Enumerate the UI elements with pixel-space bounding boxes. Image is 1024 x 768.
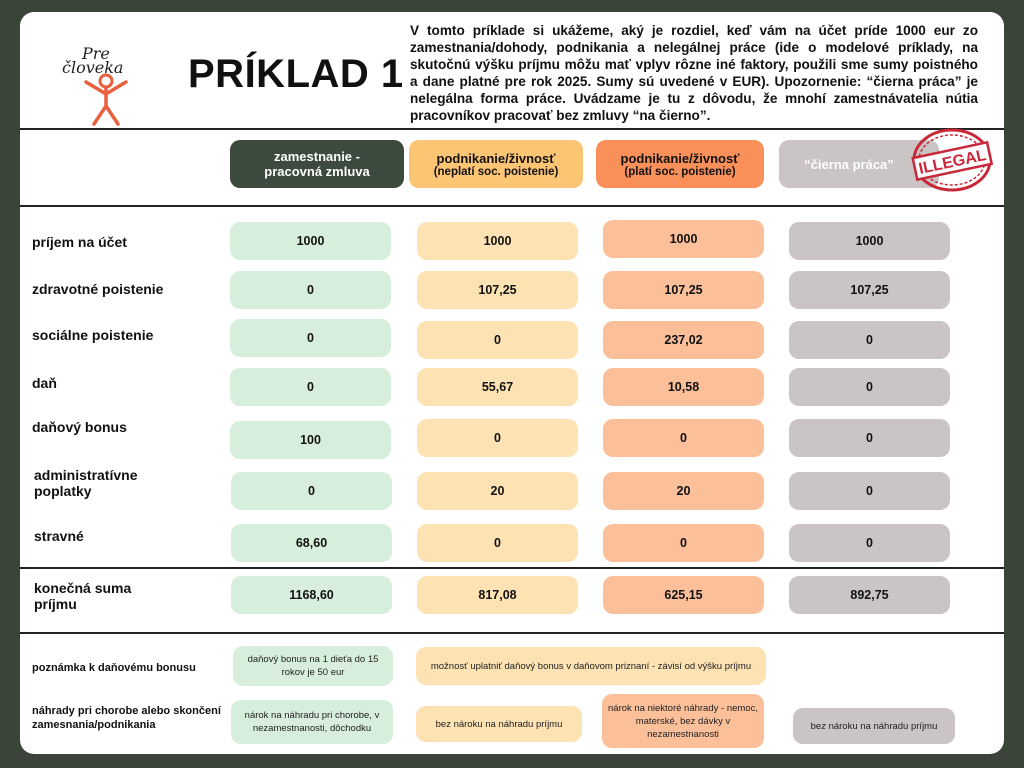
cell-bonus-business-no-social: 0 <box>417 419 578 457</box>
cell-social-business-social: 237,02 <box>603 321 764 359</box>
infographic-card <box>20 12 1004 754</box>
column-header-business-social: podnikanie/živnosť (platí soc. poistenie) <box>596 140 764 188</box>
row-label-meal-allowance: stravné <box>34 528 84 544</box>
note-benefits-illegal: bez nároku na náhradu príjmu <box>793 708 955 744</box>
divider-total <box>20 567 1004 569</box>
cell-income-business-no-social: 1000 <box>417 222 578 260</box>
cell-bonus-illegal: 0 <box>789 419 950 457</box>
cell-admin-business-social: 20 <box>603 472 764 510</box>
cell-admin-business-no-social: 20 <box>417 472 578 510</box>
cell-social-business-no-social: 0 <box>417 321 578 359</box>
cell-bonus-employment: 100 <box>230 421 391 459</box>
cell-admin-illegal: 0 <box>789 472 950 510</box>
logo <box>60 42 150 132</box>
cell-total-business-no-social: 817,08 <box>417 576 578 614</box>
cell-tax-business-no-social: 55,67 <box>417 368 578 406</box>
divider-header <box>20 205 1004 207</box>
cell-meal-illegal: 0 <box>789 524 950 562</box>
note-label-benefits: náhrady pri chorobe alebo skončení zamesnania/podnikania <box>32 705 221 731</box>
person-icon <box>74 72 138 128</box>
note-benefits-employment: nárok na náhradu pri chorobe, v nezamestnanosti, dôchodku <box>231 700 393 744</box>
cell-admin-employment: 0 <box>231 472 392 510</box>
row-label-tax-bonus: daňový bonus <box>32 419 127 435</box>
cell-income-business-social: 1000 <box>603 220 764 258</box>
cell-health-business-no-social: 107,25 <box>417 271 578 309</box>
cell-tax-business-social: 10,58 <box>603 368 764 406</box>
note-tax-bonus-employment: daňový bonus na 1 dieťa do 15 rokov je 50 eur <box>233 646 393 686</box>
row-label-total: konečná suma príjmu <box>34 580 132 612</box>
note-benefits-business-no-social: bez nároku na náhradu príjmu <box>416 706 582 742</box>
column-header-illegal-work: “čierna práca” <box>779 140 939 188</box>
cell-meal-business-social: 0 <box>603 524 764 562</box>
divider-top <box>20 128 1004 130</box>
cell-tax-illegal: 0 <box>789 368 950 406</box>
cell-social-illegal: 0 <box>789 321 950 359</box>
cell-bonus-business-social: 0 <box>603 419 764 457</box>
row-label-admin-fees: administratívne poplatky <box>34 467 138 499</box>
logo-text-line1: Pre <box>82 44 110 63</box>
page-title: PRÍKLAD 1 <box>188 52 404 96</box>
row-label-social-insurance: sociálne poistenie <box>32 327 154 343</box>
illegal-stamp-icon <box>910 126 994 194</box>
note-benefits-business-social: nárok na niektoré náhrady - nemoc, materské, bez dávky v nezamestnanosti <box>602 694 764 748</box>
logo-text-line2: človeka <box>62 58 124 77</box>
cell-health-employment: 0 <box>230 271 391 309</box>
row-label-income: príjem na účet <box>32 234 127 250</box>
cell-tax-employment: 0 <box>230 368 391 406</box>
note-tax-bonus-business: možnosť uplatniť daňový bonus v daňovom priznaní - závisí od výšku príjmu <box>416 647 766 685</box>
cell-health-business-social: 107,25 <box>603 271 764 309</box>
column-header-business-no-social: podnikanie/živnosť (neplatí soc. poistenie) <box>409 140 583 188</box>
row-label-health-insurance: zdravotné poistenie <box>32 281 164 297</box>
cell-total-business-social: 625,15 <box>603 576 764 614</box>
cell-meal-business-no-social: 0 <box>417 524 578 562</box>
intro-text: V tomto príklade si ukážeme, aký je rozdiel, keď vám na účet príde 1000 eur zo zamestnania/dohody, podnikania a nelegálnej práce (ide o modelové príklady, na skutočnú výšku príjmu môžu mať vplyv rôzne iné faktory, použili sme sumy poistného a dane platné pre rok 2025. Sumy sú uvedené v EUR). Upozornenie: “čierna práca” je nelegálna forma práce. Uvádzame je tu z dôvodu, že mnohí zamestnávatelia nútia pracovníkov pracovať bez zmluvy “na čierno”. <box>410 23 978 123</box>
cell-total-illegal: 892,75 <box>789 576 950 614</box>
stamp-text: ILLEGAL <box>917 147 988 178</box>
note-label-tax-bonus: poznámka k daňovému bonusu <box>32 662 196 674</box>
divider-notes <box>20 632 1004 634</box>
column-header-employment: zamestnanie - pracovná zmluva <box>230 140 404 188</box>
row-label-tax: daň <box>32 375 57 391</box>
cell-meal-employment: 68,60 <box>231 524 392 562</box>
cell-income-employment: 1000 <box>230 222 391 260</box>
cell-income-illegal: 1000 <box>789 222 950 260</box>
cell-social-employment: 0 <box>230 319 391 357</box>
cell-health-illegal: 107,25 <box>789 271 950 309</box>
cell-total-employment: 1168,60 <box>231 576 392 614</box>
